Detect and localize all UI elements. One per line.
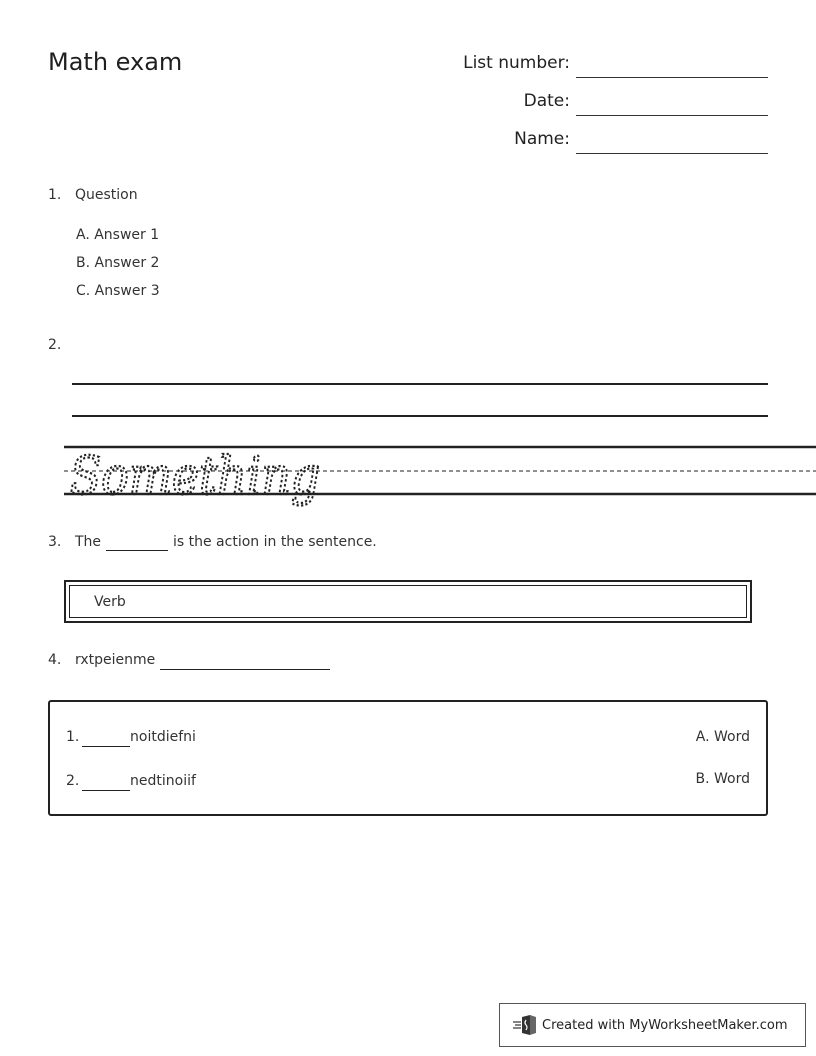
list-number-label: List number: xyxy=(463,53,570,73)
name-field[interactable] xyxy=(576,153,768,154)
question-3-number: 3. xyxy=(48,534,62,550)
word-bank-word: Verb xyxy=(69,585,747,618)
question-4-answer-line[interactable] xyxy=(160,669,330,670)
answer-line-2[interactable] xyxy=(72,415,768,417)
match-item-1-blank[interactable] xyxy=(82,746,130,747)
list-number-field[interactable] xyxy=(576,77,768,78)
question-1-number: 1. xyxy=(48,187,62,203)
worksheet-maker-logo-icon xyxy=(512,1013,538,1037)
name-label: Name: xyxy=(514,129,570,149)
question-3-text-before: The xyxy=(75,534,102,550)
question-4-scrambled-word: rxtpeienme xyxy=(75,652,156,668)
created-with-text[interactable]: Created with MyWorksheetMaker.com xyxy=(542,1017,788,1033)
answer-line-1[interactable] xyxy=(72,383,768,385)
question-1-text: Question xyxy=(75,187,138,203)
question-1-choice-c[interactable]: C. Answer 3 xyxy=(76,283,160,299)
question-3-text-after: is the action in the sentence. xyxy=(173,534,377,550)
match-answer-b: B. Word xyxy=(695,771,750,787)
created-with-badge[interactable] xyxy=(499,1003,806,1047)
handwriting-trace-area[interactable] xyxy=(0,440,816,520)
matching-box xyxy=(48,700,768,816)
question-4-number: 4. xyxy=(48,652,62,668)
match-item-1-number: 1. xyxy=(66,729,80,745)
page-title: Math exam xyxy=(48,48,183,76)
date-label: Date: xyxy=(523,91,570,111)
match-item-2-word: nedtinoiif xyxy=(130,773,196,789)
question-2-number: 2. xyxy=(48,337,62,353)
word-bank-box xyxy=(64,580,752,623)
trace-word: Something xyxy=(70,447,320,507)
match-item-2-blank[interactable] xyxy=(82,790,130,791)
question-3-blank[interactable] xyxy=(106,550,168,551)
match-answer-a: A. Word xyxy=(695,729,750,745)
question-1-choice-b[interactable]: B. Answer 2 xyxy=(76,255,160,271)
match-item-1-word: noitdiefni xyxy=(130,729,196,745)
date-field[interactable] xyxy=(576,115,768,116)
question-1-choice-a[interactable]: A. Answer 1 xyxy=(76,227,160,243)
match-item-2-number: 2. xyxy=(66,773,80,789)
